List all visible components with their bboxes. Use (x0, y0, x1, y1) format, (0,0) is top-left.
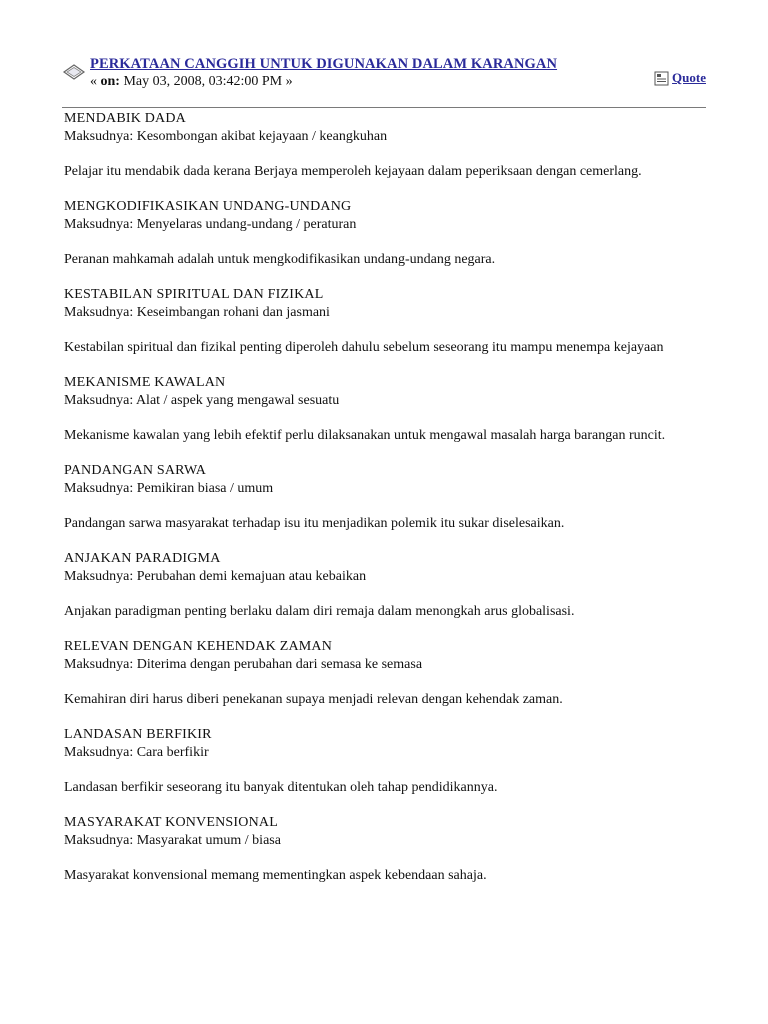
entry-meaning: Maksudnya: Diterima dengan perubahan dari semasa ke semasa (64, 657, 423, 672)
post-icon (62, 62, 86, 82)
entry (64, 638, 704, 709)
entry-heading: MENDABIK DADA (64, 111, 186, 126)
entry-meaning: Maksudnya: Menyelaras undang-undang / peraturan (64, 217, 357, 232)
entry (64, 286, 704, 357)
entry-heading: RELEVAN DENGAN KEHENDAK ZAMAN (64, 639, 333, 654)
date-on-label: on: (100, 74, 120, 89)
quote-button[interactable] (654, 70, 706, 86)
entry (64, 374, 704, 445)
entry-example: Anjakan paradigman penting berlaku dalam diri remaja dalam menongkah arus globalisasi. (64, 604, 575, 619)
entry-meaning: Maksudnya: Masyarakat umum / biasa (64, 833, 281, 848)
entry (64, 198, 704, 269)
date-value: May 03, 2008, 03:42:00 PM » (119, 74, 293, 89)
entry-heading: LANDASAN BERFIKIR (64, 727, 212, 742)
entry-meaning: Maksudnya: Keseimbangan rohani dan jasmani (64, 305, 330, 320)
entry-example: Kemahiran diri harus diberi penekanan supaya menjadi relevan dengan kehendak zaman. (64, 692, 563, 707)
quote-label[interactable]: Quote (672, 70, 706, 85)
entry-example: Pandangan sarwa masyarakat terhadap isu itu menjadikan polemik itu sukar diselesaikan. (64, 516, 565, 531)
entry-heading: MENGKODIFIKASIKAN UNDANG-UNDANG (64, 199, 352, 214)
entry (64, 110, 704, 181)
entry-meaning: Maksudnya: Pemikiran biasa / umum (64, 481, 274, 496)
entry-example: Landasan berfikir seseorang itu banyak ditentukan oleh tahap pendidikannya. (64, 780, 498, 795)
entry-example: Kestabilan spiritual dan fizikal penting diperoleh dahulu sebelum seseorang itu mampu menempa kejayaan (64, 340, 664, 355)
post-body (64, 110, 704, 885)
entry-heading: PANDANGAN SARWA (64, 463, 207, 478)
entry-meaning: Maksudnya: Kesombongan akibat kejayaan / keangkuhan (64, 129, 388, 144)
entry (64, 814, 704, 885)
entry-example: Mekanisme kawalan yang lebih efektif perlu dilaksanakan untuk mengawal masalah harga barangan runcit. (64, 428, 666, 443)
entry-example: Peranan mahkamah adalah untuk mengkodifikasikan undang-undang negara. (64, 252, 496, 267)
entry-example: Masyarakat konvensional memang mementingkan aspek kebendaan sahaja. (64, 868, 487, 883)
entry-heading: KESTABILAN SPIRITUAL DAN FIZIKAL (64, 287, 324, 302)
entry (64, 726, 704, 797)
quote-icon (654, 71, 669, 86)
entry-heading: ANJAKAN PARADIGMA (64, 551, 221, 566)
entry-meaning: Maksudnya: Perubahan demi kemajuan atau kebaikan (64, 569, 367, 584)
entry (64, 550, 704, 621)
entry (64, 462, 704, 533)
entry-heading: MEKANISME KAWALAN (64, 375, 226, 390)
entry-meaning: Maksudnya: Alat / aspek yang mengawal sesuatu (64, 393, 340, 408)
post-title-link[interactable]: PERKATAAN CANGGIH UNTUK DIGUNAKAN DALAM KARANGAN (90, 56, 558, 72)
header-divider (62, 107, 706, 108)
post-header (62, 56, 706, 108)
post-date (90, 74, 293, 90)
entry-heading: MASYARAKAT KONVENSIONAL (64, 815, 278, 830)
date-prefix: « (90, 74, 101, 89)
entry-example: Pelajar itu mendabik dada kerana Berjaya memperoleh kejayaan dalam peperiksaan dengan cemerlang. (64, 164, 642, 179)
entry-meaning: Maksudnya: Cara berfikir (64, 745, 209, 760)
